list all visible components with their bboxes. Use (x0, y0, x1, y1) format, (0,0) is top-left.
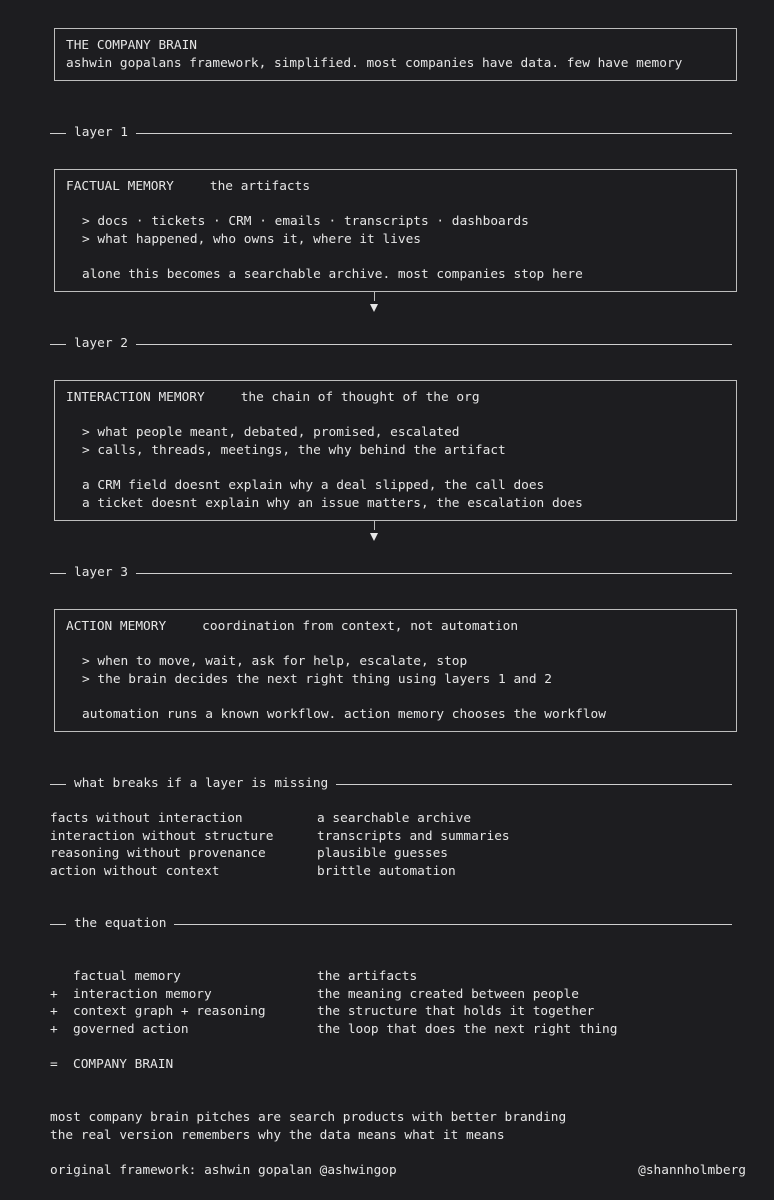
layer-name: FACTUAL MEMORY (66, 179, 174, 194)
layer-note: a ticket doesnt explain why an issue matters, the escalation does (82, 495, 583, 511)
section-rule (174, 924, 732, 925)
section-equation (50, 915, 732, 933)
breaks-result: a searchable archive (317, 811, 472, 826)
section-rule (136, 573, 732, 574)
layer-point: > calls, threads, meetings, the why behind the artifact (82, 442, 506, 458)
breaks-missing: reasoning without provenance (50, 846, 266, 861)
layer-point: > what happened, who owns it, where it lives (82, 231, 421, 247)
equation-result: COMPANY BRAIN (73, 1057, 174, 1072)
equation-term: governed action (73, 1022, 189, 1037)
section-dash (50, 924, 66, 925)
equation-meaning: the artifacts (317, 969, 418, 984)
section-layer-1 (50, 124, 732, 142)
footer-credit: original framework: ashwin gopalan @ashwingop (50, 1163, 397, 1178)
equation-meaning: the structure that holds it together (317, 1004, 595, 1019)
page-title: THE COMPANY BRAIN (66, 38, 197, 53)
equation-term: interaction memory (73, 987, 212, 1002)
layer-box-factual (54, 169, 737, 292)
section-label: what breaks if a layer is missing (74, 776, 329, 792)
page-subtitle: ashwin gopalans framework, simplified. most companies have data. few have memory (66, 55, 683, 71)
breaks-result: brittle automation (317, 864, 456, 879)
layer-heading (66, 618, 724, 636)
breaks-missing: facts without interaction (50, 811, 243, 826)
equation-term: context graph + reasoning (73, 1004, 266, 1019)
header-box (54, 28, 737, 81)
section-dash (50, 344, 66, 345)
layer-box-action (54, 609, 737, 732)
equation-result-operator: = (50, 1057, 58, 1072)
layer-heading (66, 178, 724, 196)
breaks-missing: interaction without structure (50, 829, 274, 844)
breaks-missing: action without context (50, 864, 220, 879)
footer-line-1: most company brain pitches are search products with better branding (50, 1110, 567, 1125)
equation-operator: + (50, 1022, 58, 1037)
equation-operator: + (50, 1004, 58, 1019)
section-rule (136, 344, 732, 345)
layer-tagline: coordination from context, not automation (202, 619, 519, 634)
breaks-result: transcripts and summaries (317, 829, 510, 844)
author-handle: @shannholmberg (638, 1163, 746, 1178)
equation-operator: + (50, 987, 58, 1002)
layer-point: > when to move, wait, ask for help, escalate, stop (82, 654, 468, 670)
section-dash (50, 573, 66, 574)
layer-heading (66, 389, 724, 407)
layer-note: automation runs a known workflow. action memory chooses the workflow (82, 706, 606, 722)
section-rule (336, 784, 732, 785)
section-dash (50, 784, 66, 785)
section-label: layer 1 (74, 125, 128, 141)
layer-name: ACTION MEMORY (66, 619, 167, 634)
layer-point: > the brain decides the next right thing using layers 1 and 2 (82, 671, 552, 687)
equation-meaning: the loop that does the next right thing (317, 1022, 618, 1037)
section-label: layer 3 (74, 565, 128, 581)
section-layer-3 (50, 564, 732, 582)
down-arrow-icon (370, 292, 380, 316)
layer-note: alone this becomes a searchable archive. most companies stop here (82, 266, 583, 282)
equation-term: factual memory (73, 969, 181, 984)
layer-name: INTERACTION MEMORY (66, 390, 205, 405)
section-rule (136, 133, 732, 134)
layer-tagline: the artifacts (209, 179, 311, 194)
section-label: layer 2 (74, 336, 128, 352)
breaks-result: plausible guesses (317, 846, 448, 861)
layer-tagline: the chain of thought of the org (240, 390, 480, 405)
equation-meaning: the meaning created between people (317, 987, 579, 1002)
section-dash (50, 133, 66, 134)
layer-point: > what people meant, debated, promised, escalated (82, 425, 460, 441)
section-layer-2 (50, 335, 732, 353)
down-arrow-icon (370, 521, 380, 545)
layer-note: a CRM field doesnt explain why a deal slipped, the call does (82, 477, 545, 493)
layer-box-interaction (54, 380, 737, 521)
layer-point: > docs · tickets · CRM · emails · transcripts · dashboards (82, 214, 529, 230)
section-what-breaks (50, 775, 732, 793)
section-label: the equation (74, 916, 167, 932)
footer-line-2: the real version remembers why the data means what it means (50, 1128, 505, 1143)
